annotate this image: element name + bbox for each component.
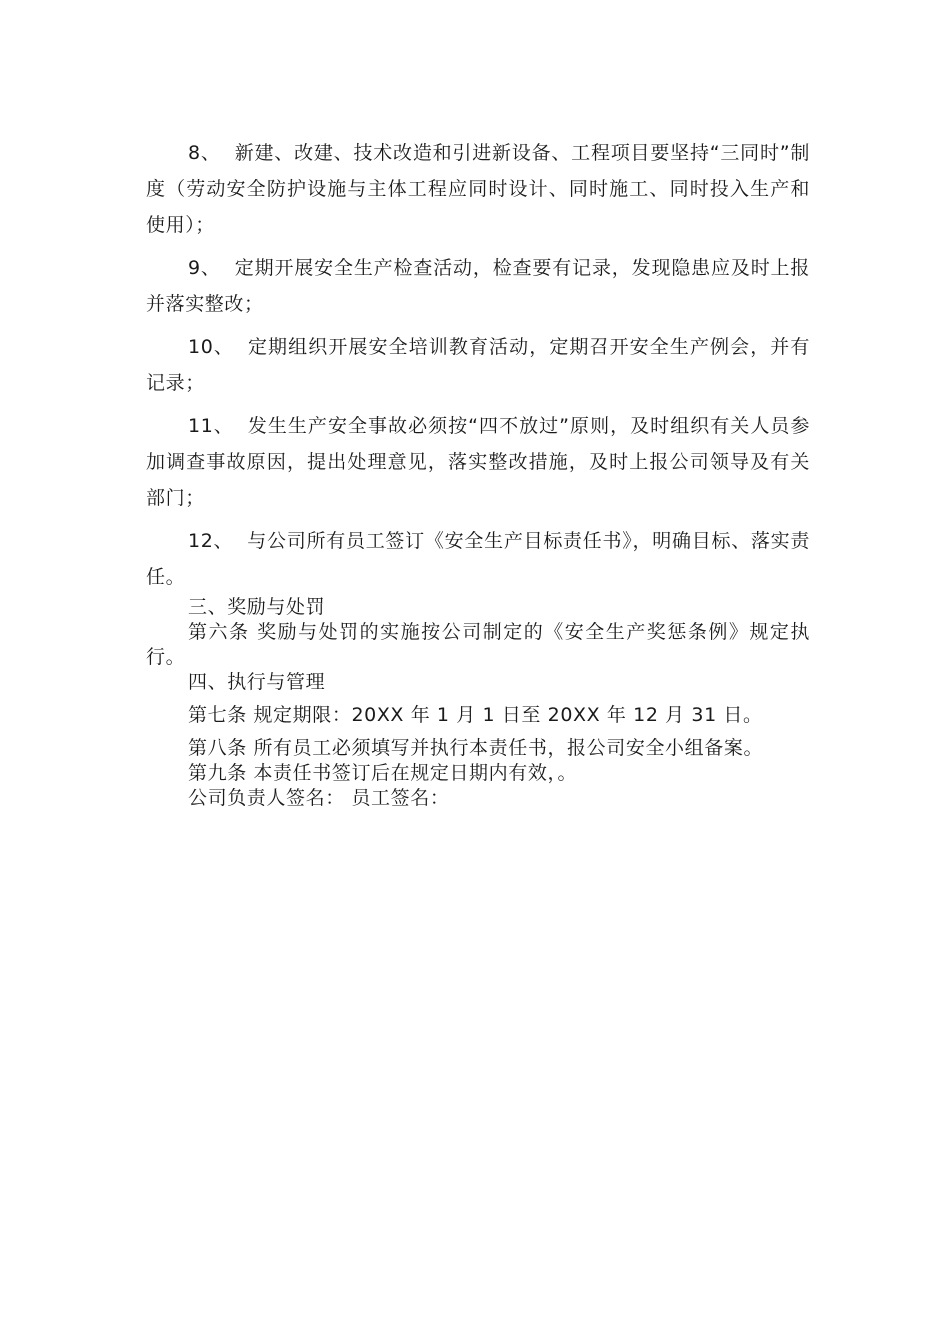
section-heading-execution: 四、执行与管理	[188, 671, 326, 693]
item-text: 发生生产安全事故必须按“四不放过”原则，及时组织有关人员参加调查事故原因，提出处理意见，落实整改措施，及时上报公司领导及有关部门；	[146, 415, 810, 509]
list-item-9	[146, 250, 810, 322]
item-number: 10、	[188, 336, 234, 358]
article-7: 第七条 规定期限：20XX 年 1 月 1 日至 20XX 年 12 月 31 日。	[188, 704, 763, 726]
list-item-12	[146, 523, 810, 595]
item-number: 9、	[188, 257, 221, 279]
item-text: 定期开展安全生产检查活动，检查要有记录，发现隐患应及时上报并落实整改；	[146, 257, 810, 315]
list-item-8	[146, 135, 810, 243]
item-number: 8、	[188, 142, 221, 164]
signature-line: 公司负责人签名： 员工签名：	[188, 787, 450, 809]
item-text: 与公司所有员工签订《安全生产目标责任书》，明确目标、落实责任。	[146, 530, 811, 588]
section-heading-rewards: 三、奖励与处罚	[188, 596, 326, 618]
item-text: 新建、改建、技术改造和引进新设备、工程项目要坚持“三同时”制度（劳动安全防护设施与主体工程应同时设计、同时施工、同时投入生产和使用）；	[146, 142, 810, 236]
list-item-11	[146, 408, 810, 516]
list-item-10	[146, 329, 810, 401]
document-body	[146, 135, 810, 811]
article-9: 第九条 本责任书签订后在规定日期内有效，。	[188, 762, 578, 784]
item-number: 12、	[188, 530, 234, 552]
article-8: 第八条 所有员工必须填写并执行本责任书，报公司安全小组备案。	[188, 737, 764, 759]
article-6: 第六条 奖励与处罚的实施按公司制定的《安全生产奖惩条例》规定执行。	[146, 621, 810, 668]
item-text: 定期组织开展安全培训教育活动，定期召开安全生产例会，并有记录；	[146, 336, 810, 394]
item-number: 11、	[188, 415, 234, 437]
